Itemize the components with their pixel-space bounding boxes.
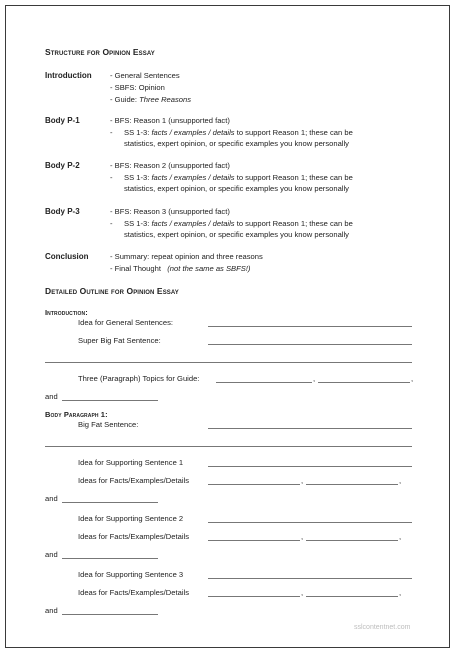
intro-comma-1: , — [313, 374, 316, 383]
body2-line-3: statistics, expert opinion, or specific examples you know personally — [124, 184, 349, 193]
body1-line-1: - BFS: Reason 1 (unsupported fact) — [110, 116, 230, 125]
conclusion-line-1: - Summary: repeat opinion and three reasons — [110, 252, 263, 261]
body1-line-3: statistics, expert opinion, or specific examples you know personally — [124, 139, 349, 148]
body2-line-2: SS 1-3: facts / examples / details to support Reason 1; these can be — [124, 173, 353, 182]
body3-line-2: SS 1-3: facts / examples / details to support Reason 1; these can be — [124, 219, 353, 228]
body1-ss3-comma-1: , — [301, 588, 304, 597]
body1-ss1-blank[interactable] — [208, 466, 412, 467]
body1-ss2-fact-1-blank[interactable] — [208, 540, 300, 541]
intro-sbfs-blank-2[interactable] — [45, 362, 412, 363]
intro-sbfs-prompt: Super Big Fat Sentence: — [78, 336, 161, 345]
intro-line-3: - Guide: Three Reasons — [110, 95, 192, 104]
outline-intro-label: Introduction: — [45, 308, 88, 317]
body1-ss3-and: and — [45, 606, 58, 615]
body3-line-1: - BFS: Reason 3 (unsupported fact) — [110, 207, 230, 216]
body1-dash: - — [110, 128, 113, 137]
body1-ss2-and: and — [45, 550, 58, 559]
body1-ss1-comma-2: , — [399, 476, 402, 485]
body1-ss1-comma-1: , — [301, 476, 304, 485]
body1-ss3-blank[interactable] — [208, 578, 412, 579]
intro-sbfs-blank[interactable] — [208, 344, 412, 345]
body1-ss1-prompt: Idea for Supporting Sentence 1 — [78, 458, 184, 467]
conclusion-line-2: - Final Thought (not the same as SBFS!) — [110, 264, 251, 273]
body1-ss2-fact-2-blank[interactable] — [306, 540, 398, 541]
section-label-body-p2: Body P-2 — [45, 161, 80, 170]
body2-dash: - — [110, 173, 113, 182]
body2-line-1: - BFS: Reason 2 (unsupported fact) — [110, 161, 230, 170]
body1-ss2-facts-prompt: Ideas for Facts/Examples/Details — [78, 532, 189, 541]
intro-general-blank[interactable] — [208, 326, 412, 327]
intro-general-prompt: Idea for General Sentences: — [78, 318, 173, 327]
body1-ss1-fact-2-blank[interactable] — [306, 484, 398, 485]
intro-topic-3-blank[interactable] — [62, 400, 158, 401]
body3-dash: - — [110, 219, 113, 228]
intro-topic-1-blank[interactable] — [216, 382, 312, 383]
body1-ss2-comma-1: , — [301, 532, 304, 541]
intro-line-2: - SBFS: Opinion — [110, 83, 165, 92]
intro-topics-prompt: Three (Paragraph) Topics for Guide: — [78, 374, 200, 383]
body1-ss1-and: and — [45, 494, 58, 503]
body1-ss2-fact-3-blank[interactable] — [62, 558, 158, 559]
body1-bfs-blank-2[interactable] — [45, 446, 412, 447]
body1-ss3-comma-2: , — [399, 588, 402, 597]
outline-body1-label: Body Paragraph 1: — [45, 410, 108, 419]
body1-ss3-fact-3-blank[interactable] — [62, 614, 158, 615]
intro-line-1: - General Sentences — [110, 71, 180, 80]
section-label-introduction: Introduction — [45, 71, 92, 80]
body1-ss3-prompt: Idea for Supporting Sentence 3 — [78, 570, 184, 579]
intro-and: and — [45, 392, 58, 401]
body1-bfs-blank[interactable] — [208, 428, 412, 429]
body3-line-3: statistics, expert opinion, or specific examples you know personally — [124, 230, 349, 239]
body1-ss1-facts-prompt: Ideas for Facts/Examples/Details — [78, 476, 189, 485]
worksheet-page — [5, 5, 450, 648]
page-title: Structure for Opinion Essay — [45, 47, 155, 57]
body1-ss3-fact-1-blank[interactable] — [208, 596, 300, 597]
section-label-body-p1: Body P-1 — [45, 116, 80, 125]
body1-ss2-blank[interactable] — [208, 522, 412, 523]
section-label-body-p3: Body P-3 — [45, 207, 80, 216]
body1-ss2-prompt: Idea for Supporting Sentence 2 — [78, 514, 184, 523]
body1-ss1-fact-1-blank[interactable] — [208, 484, 300, 485]
body1-ss2-comma-2: , — [399, 532, 402, 541]
section-label-conclusion: Conclusion — [45, 252, 89, 261]
body1-bfs-prompt: Big Fat Sentence: — [78, 420, 139, 429]
body1-ss1-fact-3-blank[interactable] — [62, 502, 158, 503]
watermark: sslcontentnet.com — [354, 624, 411, 631]
intro-comma-2: , — [411, 374, 414, 383]
body1-ss3-fact-2-blank[interactable] — [306, 596, 398, 597]
body1-ss3-facts-prompt: Ideas for Facts/Examples/Details — [78, 588, 189, 597]
intro-topic-2-blank[interactable] — [318, 382, 410, 383]
body1-line-2: SS 1-3: facts / examples / details to support Reason 1; these can be — [124, 128, 353, 137]
outline-title: Detailed Outline for Opinion Essay — [45, 286, 179, 296]
